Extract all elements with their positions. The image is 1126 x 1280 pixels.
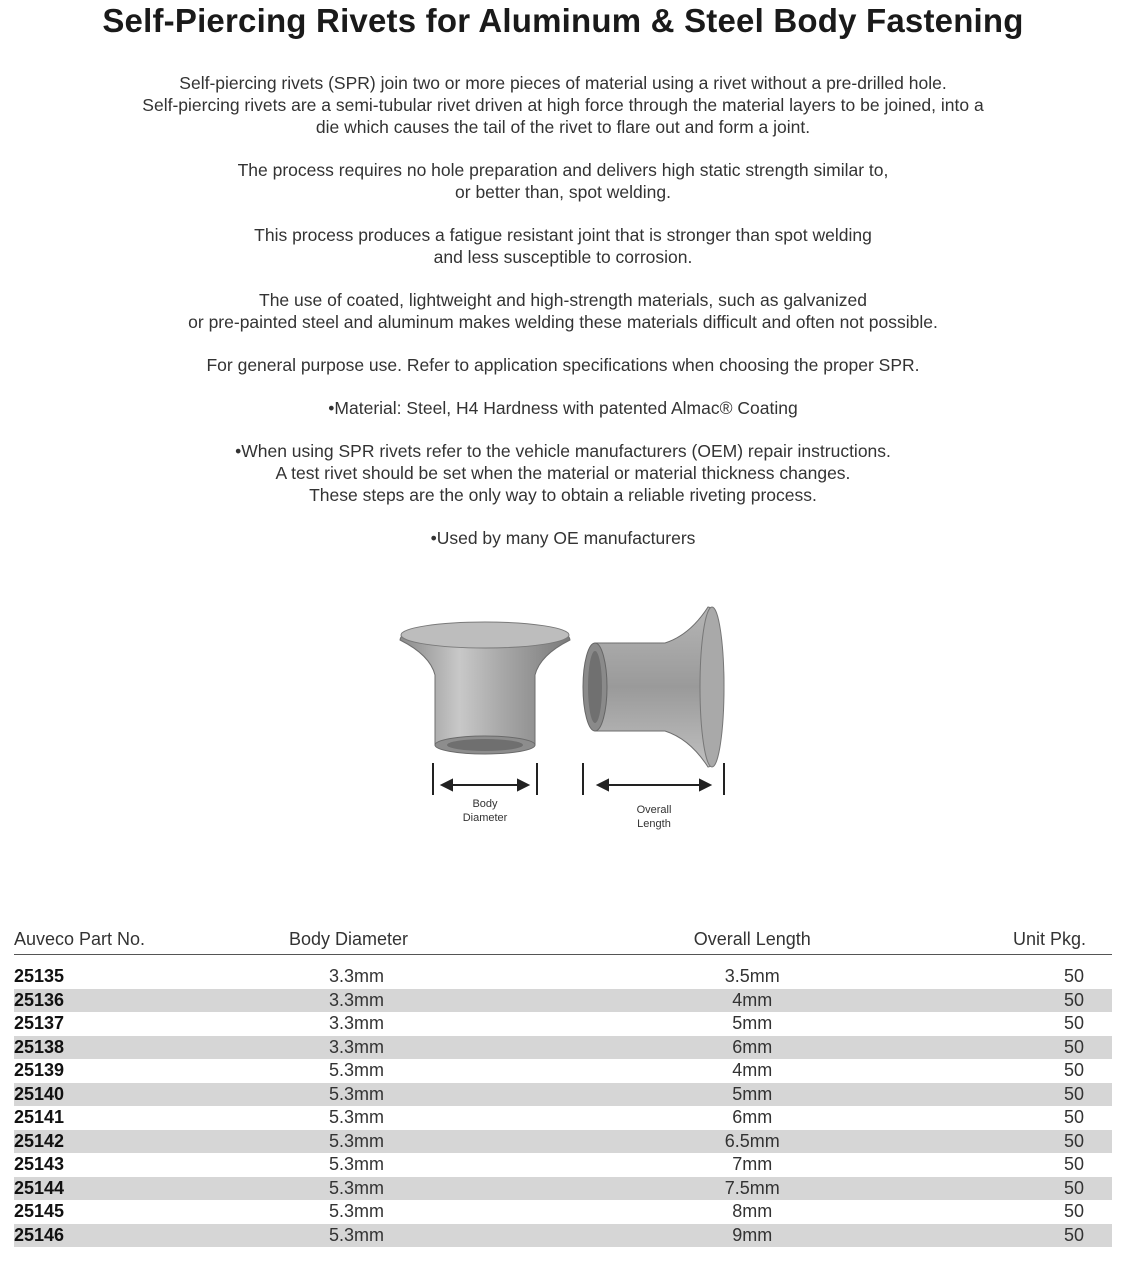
table-row	[14, 989, 1112, 1013]
cell-part-number: 25146	[14, 1224, 244, 1248]
cell-body-diameter: 5.3mm	[244, 1130, 619, 1154]
cell-body-diameter: 5.3mm	[244, 1083, 619, 1107]
cell-overall-length: 4mm	[732, 1060, 773, 1080]
description	[20, 72, 1106, 570]
paragraph: For general purpose use. Refer to application specifications when choosing the proper SPR.	[206, 355, 920, 375]
cell-body-diameter: 5.3mm	[244, 1224, 619, 1248]
cell-overall-length: 9mm	[619, 1224, 886, 1248]
dimension-body-diameter	[433, 763, 537, 795]
cell-body-diameter: 5.3mm	[244, 1177, 619, 1201]
rivet-front-view	[400, 622, 570, 754]
cell-overall-length: 5mm	[619, 1083, 886, 1107]
cell-part-number: 25140	[14, 1083, 244, 1107]
header-body-diameter: Body Diameter	[244, 920, 619, 955]
parts-table	[14, 920, 1112, 1247]
cell-part-number: 25139	[14, 1060, 65, 1080]
parts-table-grid	[14, 920, 1112, 1247]
cell-overall-length: 7.5mm	[619, 1177, 886, 1201]
table-row	[14, 1153, 1112, 1177]
cell-part-number: 25144	[14, 1177, 244, 1201]
bullet-material: •Material: Steel, H4 Hardness with patented Almac® Coating	[328, 398, 798, 418]
table-row	[14, 1083, 1112, 1107]
cell-part-number: 25143	[14, 1154, 65, 1174]
cell-part-number: 25135	[14, 966, 65, 986]
cell-unit-pkg: 50	[1063, 1107, 1084, 1127]
table-row	[14, 1012, 1112, 1036]
header-unit-pkg: Unit Pkg.	[886, 920, 1112, 955]
overall-length-label-line1: Overall	[636, 804, 672, 816]
cell-overall-length: 6mm	[619, 1036, 886, 1060]
paragraph: Self-piercing rivets (SPR) join two or more pieces of material using a rivet without a pre-drilled hole. Self-piercing rivets are a semi-tubular rivet driven at high force through the material layers to be joined, into a die which causes the tail of the rivet to flare out and form a joint.	[142, 73, 984, 137]
cell-unit-pkg: 50	[1063, 1060, 1084, 1080]
dimension-overall-length	[583, 763, 724, 795]
cell-overall-length: 7mm	[732, 1154, 773, 1174]
page-title: Self-Piercing Rivets for Aluminum & Steel Body Fastening	[102, 2, 1024, 39]
table-row	[14, 1036, 1112, 1060]
rivet-side-view	[583, 607, 724, 767]
cell-body-diameter: 3.3mm	[329, 1013, 385, 1033]
paragraph: The use of coated, lightweight and high-strength materials, such as galvanized or pre-painted steel and aluminum makes welding these materials difficult and often not possible.	[188, 290, 938, 332]
cell-overall-length: 6.5mm	[619, 1130, 886, 1154]
cell-part-number: 25138	[14, 1036, 244, 1060]
cell-body-diameter: 5.3mm	[329, 1060, 385, 1080]
cell-body-diameter: 5.3mm	[329, 1154, 385, 1174]
paragraph: This process produces a fatigue resistant joint that is stronger than spot welding and less susceptible to corrosion.	[254, 225, 872, 267]
cell-overall-length: 6mm	[732, 1107, 773, 1127]
cell-unit-pkg: 50	[886, 1130, 1112, 1154]
table-row	[14, 1059, 1112, 1083]
table-row	[14, 955, 1112, 989]
table-body	[14, 955, 1112, 1248]
cell-unit-pkg: 50	[886, 989, 1112, 1013]
cell-unit-pkg: 50	[1063, 966, 1084, 986]
table-row	[14, 1224, 1112, 1248]
cell-part-number: 25136	[14, 989, 244, 1013]
cell-part-number: 25145	[14, 1201, 65, 1221]
cell-unit-pkg: 50	[1063, 1154, 1084, 1174]
cell-unit-pkg: 50	[886, 1177, 1112, 1201]
bullet-oe-manufacturers: •Used by many OE manufacturers	[430, 528, 696, 548]
rivet-illustration	[390, 595, 740, 840]
cell-overall-length: 8mm	[732, 1201, 773, 1221]
cell-overall-length: 4mm	[619, 989, 886, 1013]
header-overall-length: Overall Length	[619, 920, 886, 955]
cell-part-number: 25142	[14, 1130, 244, 1154]
cell-overall-length: 5mm	[732, 1013, 773, 1033]
cell-part-number: 25137	[14, 1013, 65, 1033]
cell-part-number: 25141	[14, 1107, 65, 1127]
paragraph: The process requires no hole preparation and delivers high static strength similar to, or better than, spot welding.	[237, 160, 889, 202]
header-part-no: Auveco Part No.	[14, 920, 244, 955]
cell-unit-pkg: 50	[886, 1036, 1112, 1060]
cell-body-diameter: 5.3mm	[329, 1201, 385, 1221]
cell-unit-pkg: 50	[886, 1083, 1112, 1107]
body-diameter-label-line2: Diameter	[462, 812, 508, 824]
cell-body-diameter: 3.3mm	[244, 989, 619, 1013]
cell-unit-pkg: 50	[886, 1224, 1112, 1248]
table-row	[14, 1106, 1112, 1130]
table-row	[14, 1177, 1112, 1201]
table-row	[14, 1130, 1112, 1154]
table-header-row	[14, 920, 1112, 955]
cell-overall-length: 3.5mm	[724, 966, 780, 986]
cell-body-diameter: 3.3mm	[244, 1036, 619, 1060]
table-row	[14, 1200, 1112, 1224]
overall-length-label-line2: Length	[637, 818, 671, 830]
cell-unit-pkg: 50	[1063, 1201, 1084, 1221]
rivet-diagram	[390, 595, 740, 840]
body-diameter-label-line1: Body	[472, 798, 498, 810]
cell-body-diameter: 3.3mm	[329, 966, 385, 986]
cell-body-diameter: 5.3mm	[329, 1107, 385, 1127]
cell-unit-pkg: 50	[1063, 1013, 1084, 1033]
bullet-oem-instructions: •When using SPR rivets refer to the vehicle manufacturers (OEM) repair instructions. A test rivet should be set when the material or material thickness changes. These steps are the only way to obtain a reliable riveting process.	[235, 441, 891, 505]
